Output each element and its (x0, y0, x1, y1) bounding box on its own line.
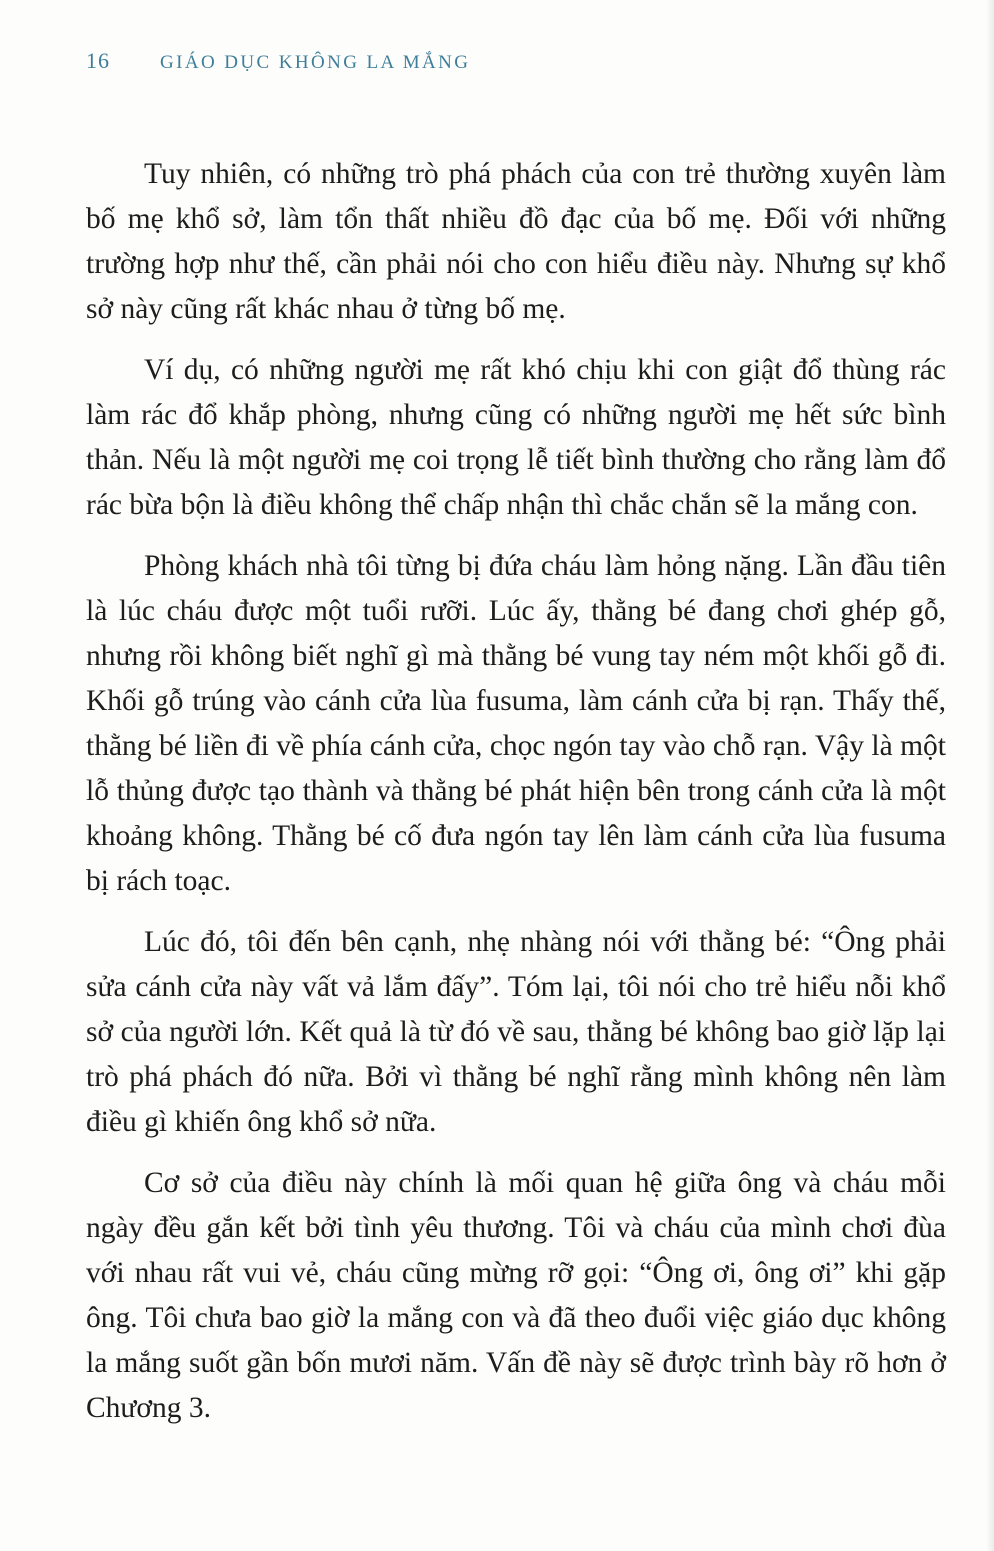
running-title: GIÁO DỤC KHÔNG LA MẮNG (160, 52, 471, 73)
paragraph-4: Lúc đó, tôi đến bên cạnh, nhẹ nhàng nói với thằng bé: “Ông phải sửa cánh cửa này vất vả lắm đấy”. Tóm lại, tôi nói cho trẻ hiểu nỗi khổ sở của người lớn. Kết quả là từ đó về sau, thằng bé không bao giờ lặp lại trò phá phách đó nữa. Bởi vì thằng bé nghĩ rằng mình không nên làm điều gì khiến ông khổ sở nữa. (86, 926, 946, 1138)
body-text (86, 152, 946, 1447)
paragraph-2: Ví dụ, có những người mẹ rất khó chịu khi con giật đổ thùng rác làm rác đổ khắp phòng, nhưng cũng có những người mẹ hết sức bình thản. Nếu là một người mẹ coi trọng lễ tiết bình thường cho rằng làm đổ rác bừa bộn là điều không thể chấp nhận thì chắc chắn sẽ la mắng con. (86, 354, 946, 521)
page-number: 16 (86, 48, 110, 73)
page-edge-shadow (986, 0, 994, 1551)
running-head (86, 48, 470, 74)
paragraph-1: Tuy nhiên, có những trò phá phách của con trẻ thường xuyên làm bố mẹ khổ sở, làm tổn thất nhiều đồ đạc của bố mẹ. Đối với những trường hợp như thế, cần phải nói cho con hiểu điều này. Nhưng sự khổ sở này cũng rất khác nhau ở từng bố mẹ. (86, 158, 946, 325)
paragraph-5: Cơ sở của điều này chính là mối quan hệ giữa ông và cháu mỗi ngày đều gắn kết bởi tình yêu thương. Tôi và cháu của mình chơi đùa với nhau rất vui vẻ, cháu cũng mừng rỡ gọi: “Ông ơi, ông ơi” khi gặp ông. Tôi chưa bao giờ la mắng con và đã theo đuổi việc giáo dục không la mắng suốt gần bốn mươi năm. Vấn đề này sẽ được trình bày rõ hơn ở Chương 3. (86, 1167, 946, 1424)
paragraph-3: Phòng khách nhà tôi từng bị đứa cháu làm hỏng nặng. Lần đầu tiên là lúc cháu được một tuổi rưỡi. Lúc ấy, thằng bé đang chơi ghép gỗ, nhưng rồi không biết nghĩ gì mà thằng bé vung tay ném một khối gỗ đi. Khối gỗ trúng vào cánh cửa lùa fusuma, làm cánh cửa bị rạn. Thấy thế, thằng bé liền đi về phía cánh cửa, chọc ngón tay vào chỗ rạn. Vậy là một lỗ thủng được tạo thành và thằng bé phát hiện bên trong cánh cửa là một khoảng không. Thằng bé cố đưa ngón tay lên làm cánh cửa lùa fusuma bị rách toạc. (86, 550, 946, 897)
